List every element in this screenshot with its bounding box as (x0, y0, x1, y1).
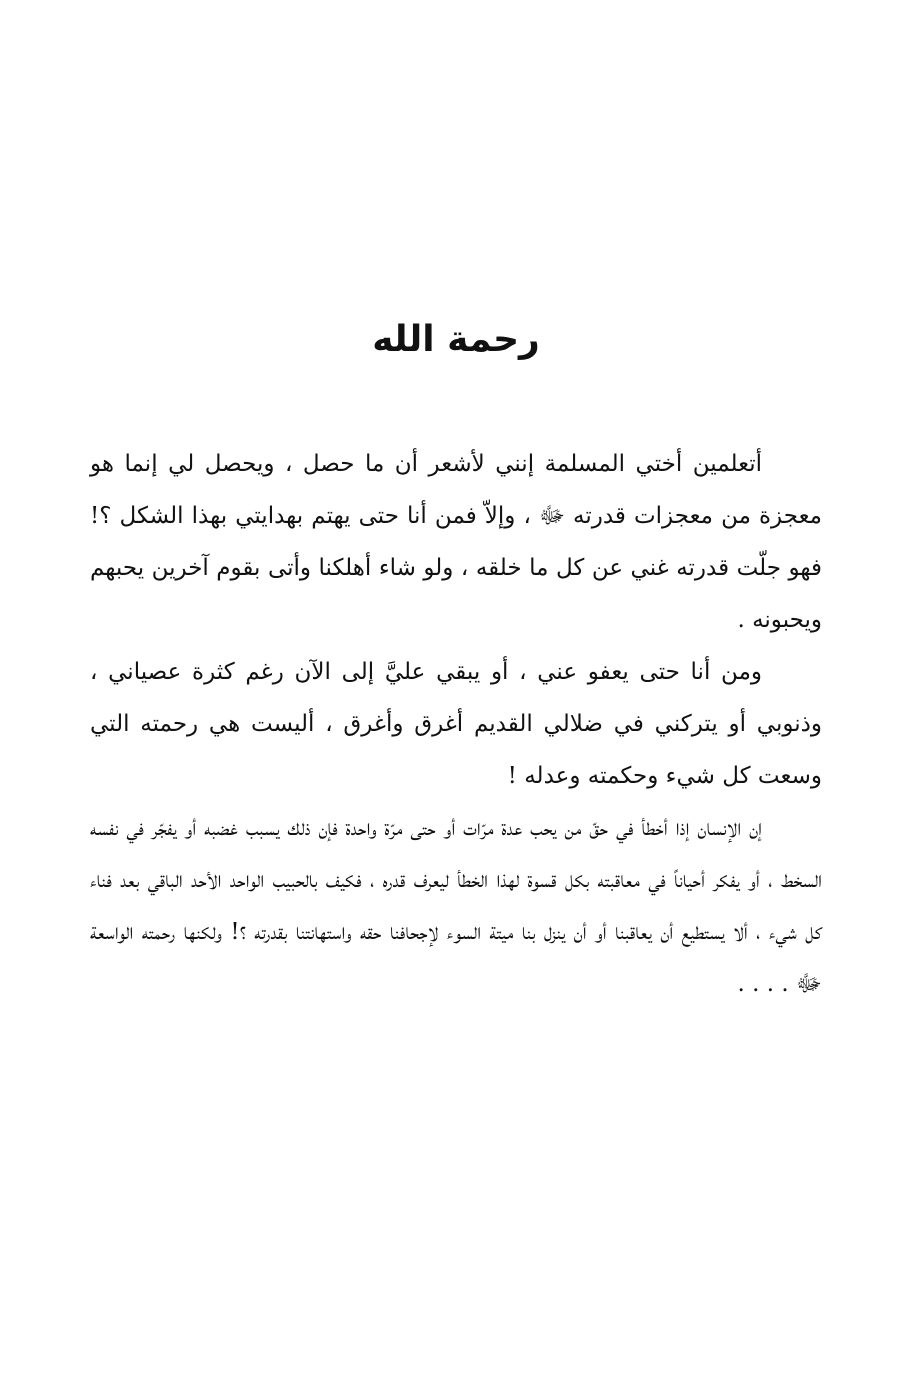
paragraph-3: إن الإنسان إذا أخطأ في حقّ من يحب عدة مرّات أو حتى مرّة واحدة فإن ذلك يسبب غضبه أو يفجّر في نفسه السخط ، أو يفكر أحياناً في معاقبته بكل قسوة لهذا الخطأ ليعرف قدره ، فكيف بالحبيب الواحد الأحد الباقي بعد فناء كل شيء ، ألا يستطيع أن يعاقبنا أو أن ينزل بنا ميتة السوء لإجحافنا حقه واستهانتنا بقدرته ؟! ولكنها رحمته الواسعة ﷻ . . . . (90, 815, 822, 997)
paragraph-2: ومن أنا حتى يعفو عني ، أو يبقي عليَّ إلى الآن رغم كثرة عصياني ، وذنوبي أو يتركني في ضلالي القديم أغرق وأغرق ، أليست هي رحمته التي وسعت كل شيء وحكمته وعدله ! (90, 659, 822, 789)
paragraph-1: أتعلمين أختي المسلمة إنني لأشعر أن ما حصل ، ويحصل لي إنما هو معجزة من معجزات قدرته ﷻ ، وإلاّ فمن أنا حتى يهتم بهدايتي بهذا الشكل ؟! فهو جلّت قدرته غني عن كل ما خلقه ، ولو شاء أهلكنا وأتى بقوم آخرين يحبهم ويحبونه . (90, 451, 822, 633)
body-text (90, 438, 822, 1010)
page-title: رحمة الله (372, 319, 540, 360)
